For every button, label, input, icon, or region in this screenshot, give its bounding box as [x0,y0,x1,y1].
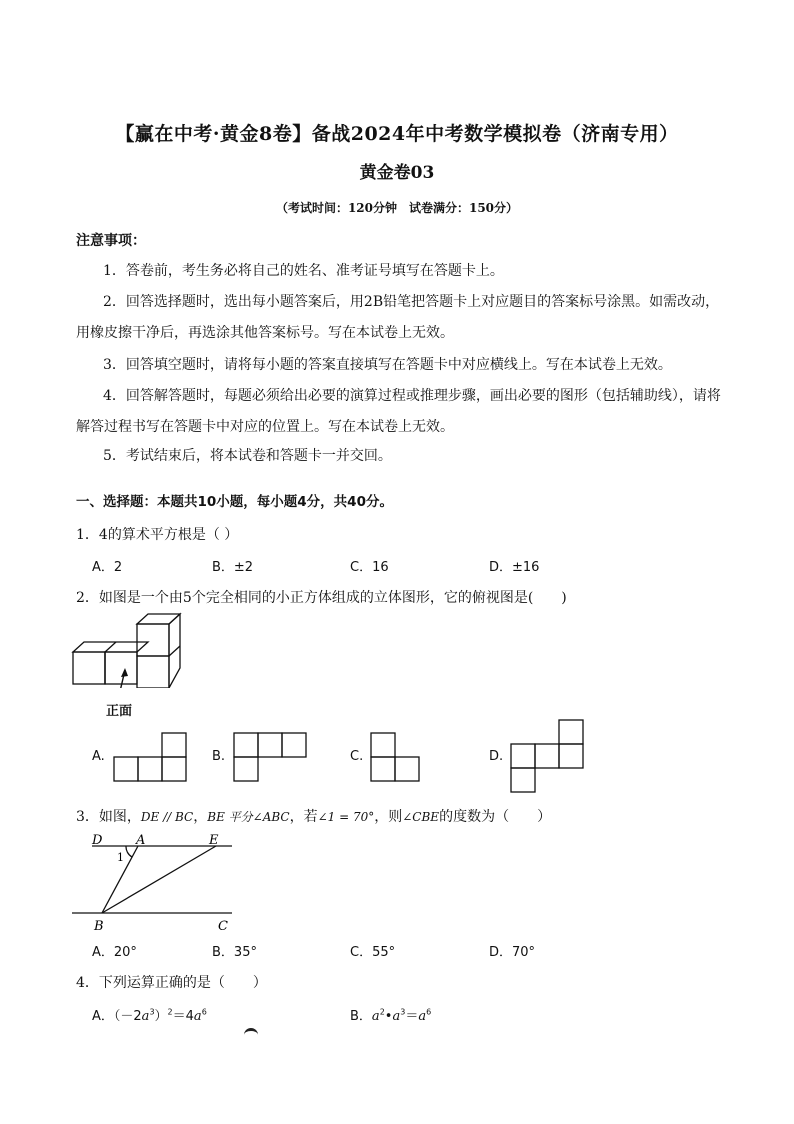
q4-a-res: a [193,1009,202,1024]
q4-b-a1: a [371,1009,380,1024]
q3-condition-parallel: DE // BC [140,810,194,824]
label-c: C [218,919,228,934]
label-a: A [136,833,146,848]
q4-b-pre: B． [350,1009,372,1024]
note-2-cont: 用橡皮擦干净后，再选涂其他答案标号。写在本试卷上无效。 [76,325,454,341]
q2-stem: 2．如图是一个由5个完全相同的小正方体组成的立体图形，它的俯视图是( ) [76,590,567,606]
q4-a-eq: ＝4 [172,1009,194,1024]
q3-option-b: B．35° [212,945,257,960]
q1-option-d: D．±16 [489,560,540,575]
q1-option-a: A．2 [92,560,123,575]
cube-face [137,624,169,656]
label-e: E [209,833,219,848]
note-4-cont: 解答过程书写在答题卡中对应的位置上。写在本试卷上无效。 [76,419,454,435]
q1-option-b: B．±2 [212,560,254,575]
q4-a-close: ） [154,1009,168,1024]
q2-option-d[interactable]: D. [489,749,504,764]
q3-stem-sep3: ，则 [374,809,403,825]
q4-a-exp2: 2 [167,1007,173,1017]
q3-stem-pre: 3．如图， [76,809,141,825]
q3-option-c: C．55° [350,945,396,960]
q4-option-b [350,1005,431,1024]
q3-condition-angle: ∠1 = 70° [317,810,375,824]
q2-option-c[interactable]: C. [350,749,364,764]
note-1: 1．答卷前，考生务必将自己的姓名、准考证号填写在答题卡上。 [103,263,504,279]
front-view-label: 正面 [106,704,133,719]
paper-subtitle: 黄金卷03 [359,163,435,183]
q4-a-exp1: 3 [149,1007,155,1017]
q2-option-a-figure [112,731,190,783]
note-5: 5．考试结束后，将本试卷和答题卡一并交回。 [103,448,392,464]
exam-info: （考试时间：120分钟 试卷满分：150分） [275,201,519,215]
q4-option-a [92,1005,207,1024]
note-3: 3．回答填空题时，请将每小题的答案直接填写在答题卡中对应横线上。写在本试卷上无效。 [103,357,672,373]
q4-b-a2: a [392,1009,401,1024]
q3-option-a: A．20° [92,945,137,960]
q3-geometry-figure [70,830,240,934]
q4-b-e3: 6 [426,1007,432,1017]
q2-option-d-figure [509,718,587,794]
label-d: D [92,833,103,848]
note-2: 2．回答选择题时，选出每小题答案后，用2B铅笔把答题卡上对应题目的答案标号涂黑。如需改动， [103,294,720,310]
q3-condition-bisector: BE 平分∠ABC [207,810,290,824]
cut-off-mark [244,1028,258,1037]
q4-b-e1: 2 [379,1007,385,1017]
q4-stem: 4．下列运算正确的是（ ） [76,975,267,991]
angle-1-arc [126,846,132,857]
label-b: B [94,919,104,934]
q4-b-a3: a [418,1009,427,1024]
page-title: 【赢在中考·黄金8卷】备战2024年中考数学模拟卷（济南专用） [115,123,679,145]
label-angle-1: 1 [117,851,124,864]
q4-b-e2: 3 [400,1007,406,1017]
q3-stem-sep2: ，若 [289,809,318,825]
q3-stem-sep1: ， [193,809,208,825]
q1-option-c: C．16 [350,560,389,575]
q2-option-c-figure [369,731,423,783]
note-4: 4．回答解答题时，每题必须给出必要的演算过程或推理步骤，画出必要的图形（包括辅助线），请将 [103,388,721,404]
q4-a-var: a [141,1009,150,1024]
q3-stem [76,806,551,826]
q4-b-dot: • [384,1009,393,1024]
section-heading: 一、选择题：本题共10小题，每小题4分，共40分。 [76,494,393,510]
q2-cube-figure [70,608,190,688]
q3-target-angle: ∠CBE [402,810,440,824]
q1-stem: 1．4的算术平方根是（ ） [76,527,239,543]
q4-a-exp3: 6 [201,1007,207,1017]
q4-b-eq: ＝ [405,1009,419,1024]
q2-option-a[interactable]: A. [92,749,105,764]
q2-option-b[interactable]: B. [212,749,226,764]
q2-option-b-figure [232,731,310,783]
q4-a-pre: A．（－2 [92,1009,142,1024]
notes-heading: 注意事项： [76,233,146,249]
q3-stem-tail: 的度数为（ ） [439,809,552,825]
q3-option-d: D．70° [489,945,536,960]
